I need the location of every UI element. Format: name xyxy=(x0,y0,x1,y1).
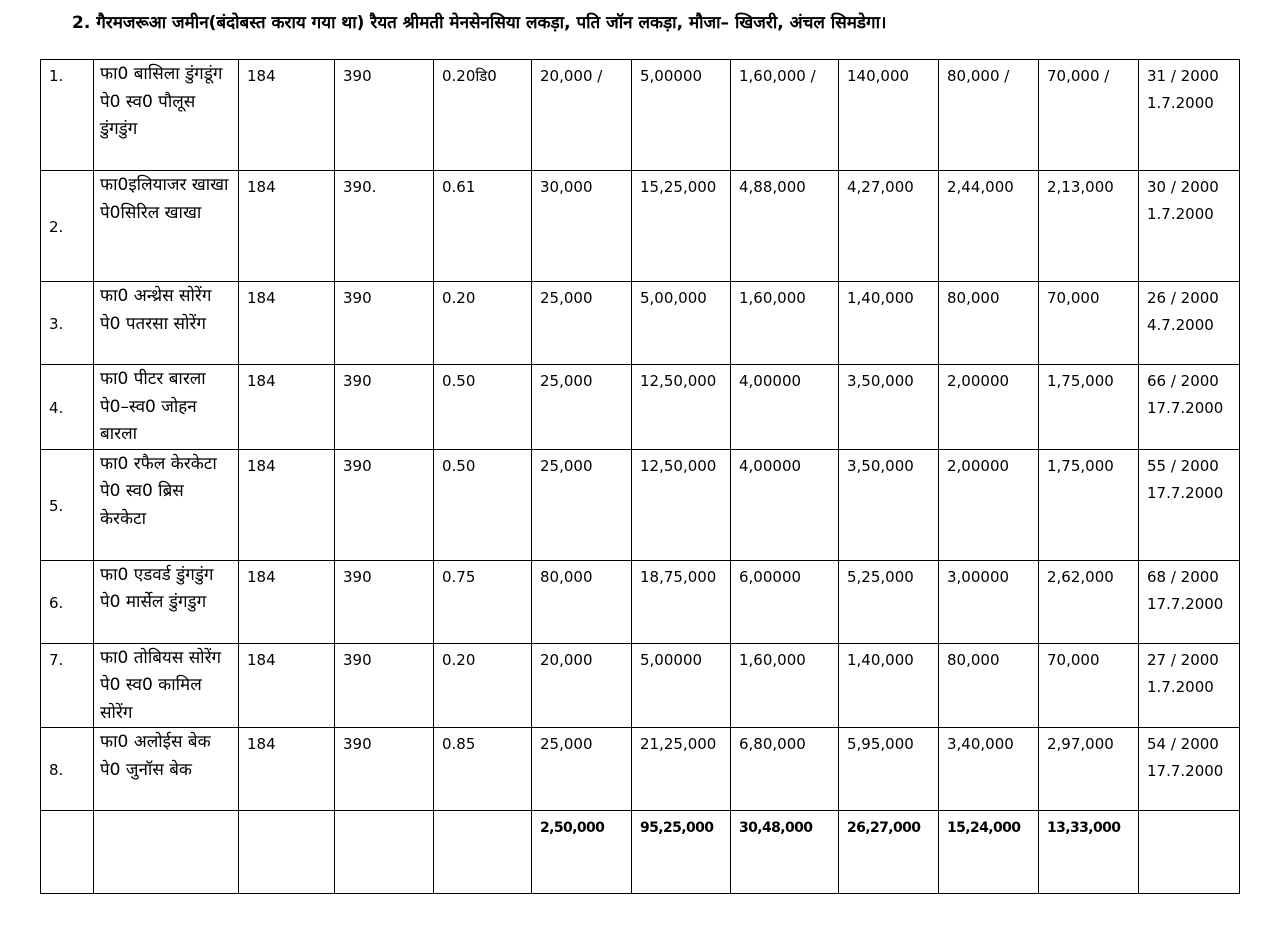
cell-col7: 21,25,000 xyxy=(632,728,731,811)
serial-number: 8. xyxy=(41,728,94,811)
cell-col9: 140,000 xyxy=(839,60,939,171)
case-date-cell xyxy=(1139,171,1240,282)
serial-number: 7. xyxy=(41,643,94,728)
raiyat-name: फा0 पीटर बारला पे0–स्व0 जोहन बारला xyxy=(94,365,239,450)
cell-col9: 1,40,000 xyxy=(839,282,939,365)
cell-col4: 390 xyxy=(335,282,434,365)
case-number: 27 / 2000 xyxy=(1147,650,1219,669)
serial-number: 1. xyxy=(41,60,94,171)
cell-col8: 4,00000 xyxy=(731,365,839,450)
case-date: 17.7.2000 xyxy=(1147,483,1224,502)
case-date: 1.7.2000 xyxy=(1147,677,1214,696)
cell-col4: 390. xyxy=(335,171,434,282)
cell-col6: 20,000 / xyxy=(532,60,632,171)
total-col7: 95,25,000 xyxy=(632,811,731,894)
raiyat-name: फा0 अलोईस बेक पे0 जुनॉस बेक xyxy=(94,728,239,811)
cell-col7: 12,50,000 xyxy=(632,365,731,450)
raiyat-name: फा0 रफैल केरकेटा पे0 स्व0 ब्रिस केरकेटा xyxy=(94,449,239,560)
cell-col6: 25,000 xyxy=(532,365,632,450)
land-settlement-table xyxy=(40,59,1240,894)
empty-cell xyxy=(335,811,434,894)
cell-col3: 184 xyxy=(239,728,335,811)
case-date-cell xyxy=(1139,728,1240,811)
raiyat-name: फा0 तोबियस सोरेंग पे0 स्व0 कामिल सोरेंग xyxy=(94,643,239,728)
cell-col4: 390 xyxy=(335,365,434,450)
cell-area: 0.75 xyxy=(434,560,532,643)
cell-col4: 390 xyxy=(335,560,434,643)
cell-col10: 80,000 xyxy=(939,282,1039,365)
document-heading: 2. गैरमजरूआ जमीन(बंदोबस्त कराय गया था) रैयत श्रीमती मेनसेनसिया लकड़ा, पति जॉन लकड़ा, मौजा– खिजरी, अंचल सिमडेगा। xyxy=(72,13,887,33)
cell-col9: 5,95,000 xyxy=(839,728,939,811)
cell-col3: 184 xyxy=(239,449,335,560)
cell-col11: 1,75,000 xyxy=(1039,449,1139,560)
case-date-cell xyxy=(1139,282,1240,365)
cell-col3: 184 xyxy=(239,60,335,171)
cell-col7: 12,50,000 xyxy=(632,449,731,560)
cell-col8: 4,00000 xyxy=(731,449,839,560)
cell-col6: 30,000 xyxy=(532,171,632,282)
case-number: 68 / 2000 xyxy=(1147,567,1219,586)
case-number: 31 / 2000 xyxy=(1147,67,1219,85)
case-date-cell xyxy=(1139,449,1240,560)
total-col8: 30,48,000 xyxy=(731,811,839,894)
table-row xyxy=(41,60,1240,171)
empty-cell xyxy=(1139,811,1240,894)
cell-col4: 390 xyxy=(335,449,434,560)
cell-col10: 80,000 xyxy=(939,643,1039,728)
cell-col11: 2,13,000 xyxy=(1039,171,1139,282)
cell-col9: 4,27,000 xyxy=(839,171,939,282)
cell-area: 0.61 xyxy=(434,171,532,282)
case-date-cell xyxy=(1139,365,1240,450)
cell-col3: 184 xyxy=(239,643,335,728)
cell-col10: 80,000 / xyxy=(939,60,1039,171)
case-date: 17.7.2000 xyxy=(1147,594,1224,613)
serial-number: 3. xyxy=(41,282,94,365)
serial-number: 5. xyxy=(41,449,94,560)
case-date-cell xyxy=(1139,560,1240,643)
total-col6: 2,50,000 xyxy=(532,811,632,894)
table-row xyxy=(41,365,1240,450)
cell-col3: 184 xyxy=(239,365,335,450)
cell-col6: 25,000 xyxy=(532,282,632,365)
raiyat-name: फा0 एडवर्ड डुंगडुंग पे0 मार्सेल डुंगडुग xyxy=(94,560,239,643)
cell-col7: 5,00,000 xyxy=(632,282,731,365)
cell-col4: 390 xyxy=(335,60,434,171)
cell-col10: 2,44,000 xyxy=(939,171,1039,282)
cell-col8: 1,60,000 xyxy=(731,282,839,365)
case-number: 66 / 2000 xyxy=(1147,372,1219,390)
empty-cell xyxy=(434,811,532,894)
total-col11: 13,33,000 xyxy=(1039,811,1139,894)
table-row xyxy=(41,560,1240,643)
cell-col4: 390 xyxy=(335,643,434,728)
cell-col11: 2,97,000 xyxy=(1039,728,1139,811)
table-row xyxy=(41,449,1240,560)
cell-area: 0.50 xyxy=(434,365,532,450)
cell-col8: 1,60,000 / xyxy=(731,60,839,171)
case-date: 17.7.2000 xyxy=(1147,762,1224,780)
cell-area: 0.50 xyxy=(434,449,532,560)
cell-area: 0.20 xyxy=(434,643,532,728)
cell-col11: 2,62,000 xyxy=(1039,560,1139,643)
cell-area: 0.85 xyxy=(434,728,532,811)
case-number: 26 / 2000 xyxy=(1147,289,1219,307)
case-date: 4.7.2000 xyxy=(1147,316,1214,334)
case-date: 1.7.2000 xyxy=(1147,205,1214,223)
table-row xyxy=(41,282,1240,365)
table-row xyxy=(41,643,1240,728)
cell-col7: 5,00000 xyxy=(632,643,731,728)
raiyat-name: फा0 अन्थ्रेस सोरेंग पे0 पतरसा सोरेंग xyxy=(94,282,239,365)
cell-col8: 6,00000 xyxy=(731,560,839,643)
cell-col11: 70,000 / xyxy=(1039,60,1139,171)
cell-col6: 80,000 xyxy=(532,560,632,643)
case-number: 30 / 2000 xyxy=(1147,178,1219,196)
total-col9: 26,27,000 xyxy=(839,811,939,894)
cell-col9: 1,40,000 xyxy=(839,643,939,728)
cell-col7: 5,00000 xyxy=(632,60,731,171)
raiyat-name: फा0इलियाजर खाखा पे0सिरिल खाखा xyxy=(94,171,239,282)
cell-col7: 15,25,000 xyxy=(632,171,731,282)
case-number: 55 / 2000 xyxy=(1147,456,1219,475)
cell-area: 0.20 xyxy=(434,282,532,365)
total-col10: 15,24,000 xyxy=(939,811,1039,894)
cell-col3: 184 xyxy=(239,560,335,643)
empty-cell xyxy=(94,811,239,894)
case-date-cell xyxy=(1139,643,1240,728)
cell-col3: 184 xyxy=(239,282,335,365)
empty-cell xyxy=(41,811,94,894)
totals-row xyxy=(41,811,1240,894)
cell-col3: 184 xyxy=(239,171,335,282)
cell-area: 0.20डि0 xyxy=(434,60,532,171)
empty-cell xyxy=(239,811,335,894)
cell-col8: 4,88,000 xyxy=(731,171,839,282)
cell-col6: 20,000 xyxy=(532,643,632,728)
cell-col11: 70,000 xyxy=(1039,282,1139,365)
cell-col10: 2,00000 xyxy=(939,365,1039,450)
cell-col4: 390 xyxy=(335,728,434,811)
cell-col10: 3,00000 xyxy=(939,560,1039,643)
cell-col9: 3,50,000 xyxy=(839,449,939,560)
cell-col8: 1,60,000 xyxy=(731,643,839,728)
table-row xyxy=(41,728,1240,811)
serial-number: 4. xyxy=(41,365,94,450)
cell-col8: 6,80,000 xyxy=(731,728,839,811)
serial-number: 6. xyxy=(41,560,94,643)
case-date: 17.7.2000 xyxy=(1147,399,1224,417)
cell-col9: 5,25,000 xyxy=(839,560,939,643)
cell-col9: 3,50,000 xyxy=(839,365,939,450)
cell-col11: 70,000 xyxy=(1039,643,1139,728)
cell-col7: 18,75,000 xyxy=(632,560,731,643)
table-row xyxy=(41,171,1240,282)
raiyat-name: फा0 बासिला डुंगडूंग पे0 स्व0 पौलूस डुंगडुंग xyxy=(94,60,239,171)
serial-number: 2. xyxy=(41,171,94,282)
cell-col6: 25,000 xyxy=(532,449,632,560)
cell-col11: 1,75,000 xyxy=(1039,365,1139,450)
cell-col10: 3,40,000 xyxy=(939,728,1039,811)
case-date-cell xyxy=(1139,60,1240,171)
case-number: 54 / 2000 xyxy=(1147,735,1219,753)
case-date: 1.7.2000 xyxy=(1147,94,1214,112)
cell-col10: 2,00000 xyxy=(939,449,1039,560)
cell-col6: 25,000 xyxy=(532,728,632,811)
